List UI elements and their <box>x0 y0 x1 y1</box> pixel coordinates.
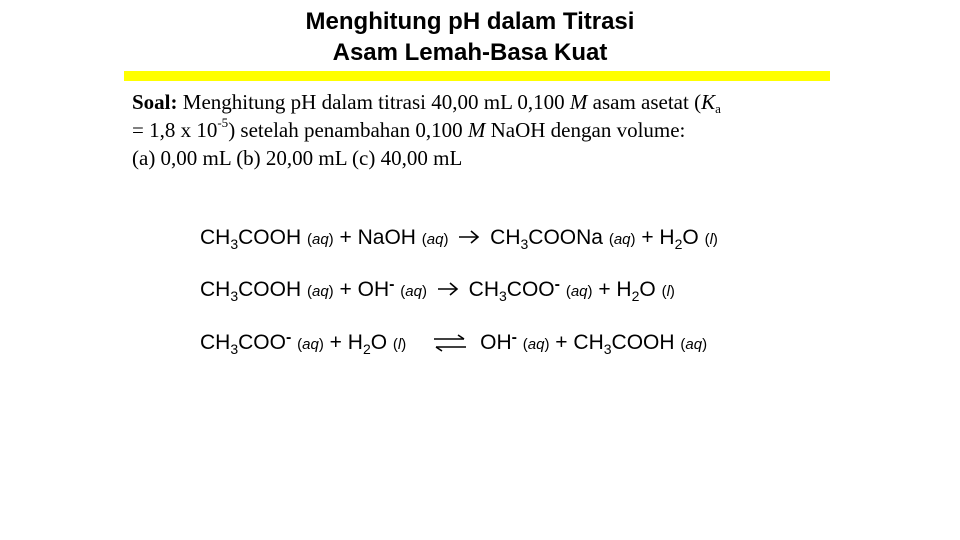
eq2-product-1-rest: COO <box>506 278 555 301</box>
problem-text-3: (a) 0,00 mL (b) 20,00 mL (c) 40,00 mL <box>132 146 463 170</box>
eq3-product-2-rest: COOH <box>611 331 681 354</box>
eq2-charge-1: - <box>389 276 395 293</box>
problem-label: Soal: <box>132 90 178 114</box>
eq3-product-1: OH <box>480 331 512 354</box>
eq1-product-2-rest: O <box>682 226 705 249</box>
eq3-reactant-1-rest: COO <box>238 331 286 354</box>
problem-text-2c: NaOH dengan volume: <box>485 118 686 142</box>
title-line-2: Asam Lemah-Basa Kuat <box>332 39 608 66</box>
eq2-subscript-3: 2 <box>631 288 640 304</box>
eq2-subscript-2: 3 <box>499 288 507 304</box>
equilibrium-arrows-icon <box>430 333 470 353</box>
eq3-charge-2: - <box>511 329 517 346</box>
eq3-subscript-2: 2 <box>362 341 371 357</box>
eq1-reactant-1-rest: COOH <box>238 226 307 249</box>
eq3-phase-2: (l) <box>392 336 407 353</box>
eq1-phase-3: (aq) <box>608 231 636 248</box>
eq2-reactant-1: CH <box>200 278 231 301</box>
eq3-charge-1: - <box>285 329 292 346</box>
eq2-product-2-rest: O <box>639 278 662 301</box>
eq1-phase-1: (aq) <box>306 231 334 248</box>
eq1-product-1-rest: COONa <box>528 226 609 249</box>
equation-3 <box>200 330 707 358</box>
eq3-phase-1: (aq) <box>297 336 324 353</box>
eq2-product-2: + H <box>592 278 632 301</box>
title-line-1: Menghitung pH dalam Titrasi <box>305 8 635 35</box>
eq3-reactant-2: + H <box>323 331 363 354</box>
eq2-reactant-1-rest: COOH <box>238 278 307 301</box>
problem-text-1b: asam asetat ( <box>587 90 702 114</box>
eq1-reactant-2: + NaOH <box>333 226 422 249</box>
right-arrow-icon <box>437 281 459 297</box>
exponent: -5 <box>217 115 229 130</box>
eq2-phase-1: (aq) <box>306 283 334 300</box>
eq1-subscript-2: 3 <box>520 236 529 252</box>
problem-text-2b: ) setelah penambahan 0,100 <box>228 118 468 142</box>
eq1-reactant-1: CH <box>200 226 231 249</box>
eq1-product-2: + H <box>635 226 675 249</box>
eq3-phase-3: (aq) <box>522 336 550 353</box>
ka-subscript: a <box>715 101 721 116</box>
molar-unit-2: M <box>467 118 486 142</box>
eq2-phase-4: (l) <box>661 283 675 300</box>
equation-2 <box>200 277 675 305</box>
eq2-subscript: 3 <box>230 288 239 304</box>
slide-title <box>0 6 940 68</box>
eq2-reactant-2: + OH <box>333 278 390 301</box>
eq3-reactant-2-rest: O <box>370 331 393 354</box>
eq3-reactant-1: CH <box>200 331 231 354</box>
title-underline-bar <box>124 71 830 81</box>
eq1-subscript: 3 <box>230 236 239 252</box>
eq2-phase-2: (aq) <box>400 283 427 300</box>
eq3-subscript-3: 3 <box>603 341 612 357</box>
problem-statement <box>132 88 832 172</box>
eq2-phase-3: (aq) <box>565 283 593 300</box>
problem-text-2a: = 1,8 x 10 <box>132 118 218 142</box>
molar-unit: M <box>569 90 588 114</box>
ka-symbol: K <box>701 90 716 114</box>
eq2-charge-2: - <box>554 276 560 293</box>
eq1-phase-4: (l) <box>704 231 718 248</box>
eq2-product-1: CH <box>468 278 499 301</box>
eq3-product-2: + CH <box>549 331 604 354</box>
problem-text-1a: Menghitung pH dalam titrasi 40,00 mL 0,100 <box>177 90 570 114</box>
right-arrow-icon <box>458 229 480 245</box>
eq1-subscript-3: 2 <box>674 236 683 252</box>
eq1-phase-2: (aq) <box>421 231 449 248</box>
eq1-product-1: CH <box>484 226 521 249</box>
eq3-phase-4: (aq) <box>680 336 708 353</box>
eq3-subscript: 3 <box>230 341 239 357</box>
equation-1 <box>200 225 718 253</box>
